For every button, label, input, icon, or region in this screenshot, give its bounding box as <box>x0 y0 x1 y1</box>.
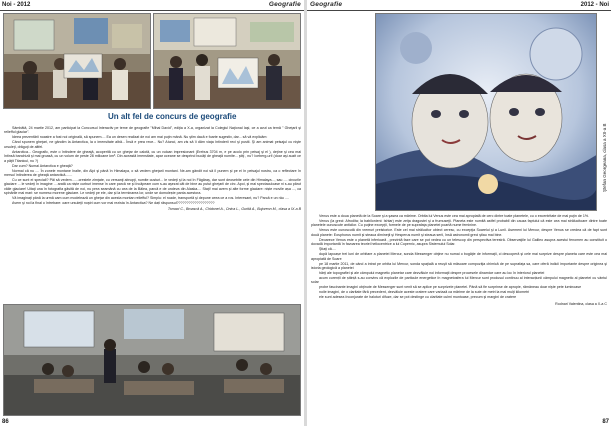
paragraph: Avem şi noi la final o întrebare: oare ursuleţii noştri cum vor mai rezista în Antarctica? Ne dați răspunsul??????????????????? <box>12 201 215 206</box>
article-signature: Rodnari Valentina, clasa a X-a C <box>555 301 607 306</box>
paragraph: Dar cum? Numai Antarctica e gheaţă? <box>12 163 73 168</box>
paragraph: Ideea prezentării noastre a fost noi originală, să spunem.... Ea un desen realizat de noi am mai puţin mână. Nu ştim dacă e foarte sugestiv, dar... să vă explicăm: <box>12 135 268 140</box>
list-item: hărţi ale topografiei şi ale câmpului magnetic planetar care dezvăluie noi informaţii despre procesele dinamice care au loc în interiorul planetei <box>319 271 545 276</box>
list-item: pe 18 martie 2011, de când a intrat pe orbita lui Mercur, sonda spaţială a reuşit să măsoare compoziţia chimică de pe suprafaţa sa, care oferă indicii importante despre originea şi istoria geologică a planetei <box>311 261 607 271</box>
paragraph: Ştiaţi că.... <box>319 247 336 252</box>
paragraph: Antarctica... Geografic, este o întindere de gheaţă, acoperită cu un gheţar de calotă, cu un vulcan impresionant (Erebus 3704 m, e pe acolo prin peisaj şi el ), deţine şi cea mai întinsă banchiză şi mai groasă, cu un volum de peste 28 milioane km³. Din această imensitate, apar oceane se desprind bucăţi de gheaţă numite... ştiţi , nu? Iceberg-uri! (doar aşi auzit ce a păţit Titanicul, nu ?) <box>4 149 301 163</box>
list-item: probe fascinante imagini obţinute de Messenger sunt venit să se aplice pe surprizele planetei. Până să fie surprinse de apropie, rămâneau doar nişte pete luminoase <box>319 285 582 290</box>
paragraph: Sâmbătă, 24 martie 2012, am participat la Concursul Interactiv pe teme de geografie "Mihai David", ediţia a X-a, organizat la Colegiul Naţional Iaşi, ce a avut ca temă " Gheţarii şi reliefful glaciar". <box>4 126 301 135</box>
photo-students-with-poster <box>153 13 301 109</box>
photo-classroom-students-poster <box>3 13 151 109</box>
right-header <box>307 0 611 11</box>
list-item: după Iapoașe trei luni de orbitare a planetei Mercur, sonda Messenger obţine nu numai o bogăţie de informaţii, ci descoperă şi cele mai surprize despre planeta care este cea mai apropiată de Soare <box>311 252 607 261</box>
left-page <box>0 0 304 426</box>
article-authors: Tomaci C., Broască A., Chidonel A., Onica L., Gurită A., Bujoreon M., clasa a IX-a B <box>167 206 301 211</box>
paragraph: Vă imaginaţi până la urmă cam cum modelează un gheţar din acesta montan reliefful? Simplu: el roade, transportă şi depune ceea ce a ros. Interesant, nu? Parcă e un râu .... <box>12 196 289 201</box>
paragraph: Venus este a doua planetă de la Soare şi a şasea ca mărime. Orbita lui Venus este cea mai apropiată de cerc dintre toate planetele, cu o excentritate de mai puţin de 1%. <box>319 214 590 218</box>
photo-classroom-presentation <box>3 304 301 416</box>
paragraph: Când spunem gheţari, ne gândim la Antarctica, la o imensitate albă... Însă e prea rece... Nu? Atunci, am zis să îi dăm viaţa întinderii reci şi pustii. Şi am animat peisajul cu nişte ursuleţi, drăguţi de altfel. <box>4 140 301 149</box>
left-header-logo: Geografie <box>268 1 301 8</box>
paragraph: Cu ce sunt ei speciali? Păi să vedem.......crestele zimţate, cu versanţi abrupţi, numite custuri... le vedeţi şi la noi în Făgăraş, dar sunt deosebite cele din Himalaya..., sau .... circurile glaciare ... le vedeţi în imagine ... arată ca niște curburi imense în care parcă ne şi încăpeam cum s-au aşezat căt de bine au putut gheţarii de circ. Apoi, şi mai spectaculoase ni s-au părut văile glaciare! Uitaţi una în fotografia găsită de noi, nu prea seamănă cu cea de la Bâlea, parcă e de undeva din Alaska.... Staţi! mai avem şi alte forme glaciare: niște movile așa ..., ca spinările mai mari: se numesc morene glaciare. Le vedeţi pe ele, dar şi la terminarea lor, unde se domolește panta acestora. <box>4 178 301 196</box>
paragraph: Venus este cunoscută din vremuri preistorice. Este cel mai strălucitor obiect ceresc, cu excepţia Soarelui şi a Lunii. Asemeni lui Mercur, despre Venus se credea că de fapt sunt două planete: Eosphorus numit şi steaua dimineţii şi Hesperus numit şi steaua serii, însă astronomii greci ştiau mai bine. <box>311 228 607 237</box>
left-page-number: 86 <box>2 419 9 425</box>
paragraph: Venus (la greci: Afrodita; la babilonieni: Ishtar) este zeiţa dragostei şi a frumuseţii. Planeta este numită astfel probabil din cauza faptului că este cea mai strălucitoare dintre toate planetele cunoscute anticilor. Cu puţine excepţii, formele de pe suprafaţa planetei poartă nume feminine. <box>311 219 607 228</box>
article-title: Un alt fel de concurs de geografie <box>108 112 237 121</box>
right-header-logo: Geografie <box>310 1 343 8</box>
article-body <box>4 126 301 302</box>
painting-two-faces-planets <box>375 13 597 211</box>
venus-article-body <box>311 214 607 414</box>
paragraph: Deoarece Venus este o planetă inferioară , prezintă faze care se pot vedea cu un telescop din perspectiva terestră. Observaţiile lui Galileo asupra acestui fenomen au constituit o dovadă importantă în favoarea teoriei heliocentrice a lui Copernic, asupra Sistemului Solar. <box>311 237 607 247</box>
left-header-issue: Noi - 2012 <box>2 2 31 8</box>
right-page <box>307 0 611 426</box>
right-page-number: 87 <box>602 419 609 425</box>
paragraph: Normal că nu .... În zonele montane înalte, din Alpi şi până în Himalaya, o să vedem gheţarii montani. Ne-am gândit noi să îi punem şi pe ei în peisajul nostru, ca o reflectare în mersul întinderea de gheaţă antarctică....... <box>4 168 301 178</box>
list-item: noile imagini, de o claritate fără precedent, dezvăluie aceste cratere care variază ca mărime de la sute de metri la mai mulţi kilometri <box>319 290 530 295</box>
list-item: ele sunt adesea înconjurate de haloturi difuze, dar se pot destinge cu claritate culmi muntoase, precum şi margini de cratere <box>319 295 517 300</box>
left-header <box>0 0 304 11</box>
right-header-issue: 2012 - Noi <box>580 2 609 8</box>
painting-caption: Ştefan Georgeana, clasa a XII-a B <box>602 123 607 192</box>
list-item: acum curenții de știință s-au convins că explozile de particule energetice în magnetosfera lui Mercur sunt produsul continuu al interacțiunii câmpului magnetic al planetei cu vântul solar <box>311 276 607 285</box>
